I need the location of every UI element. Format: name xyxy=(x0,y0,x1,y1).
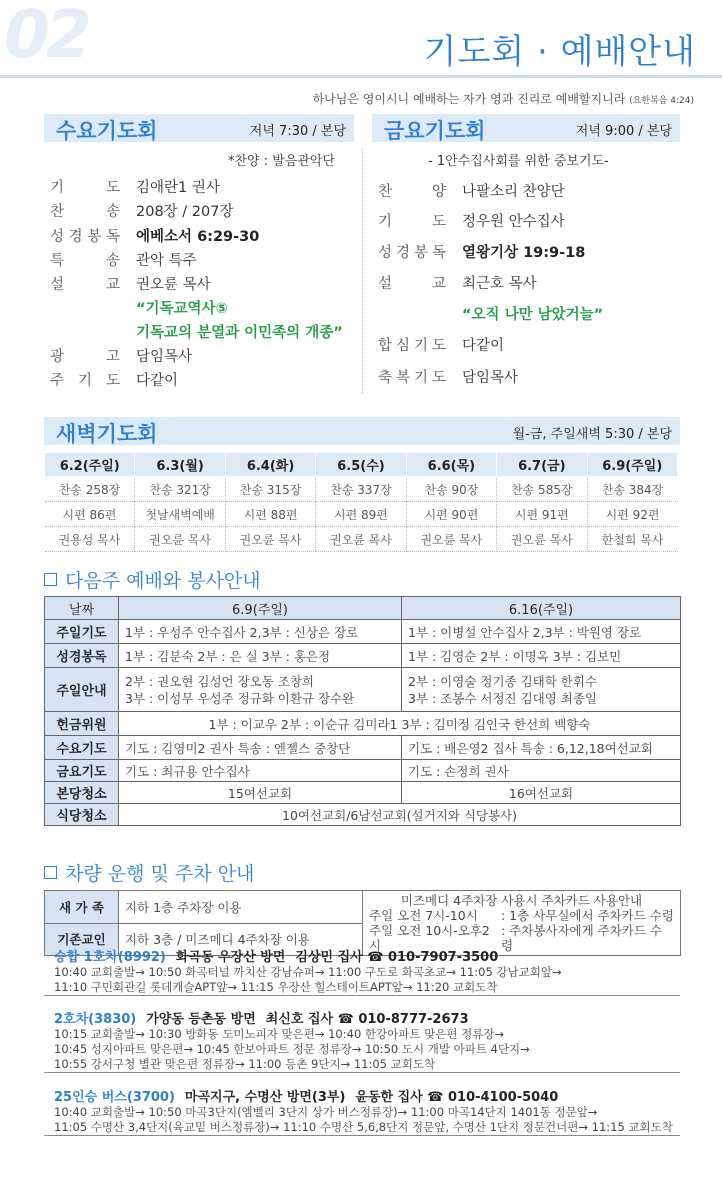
wednesday-item-label: 주 기 도 xyxy=(50,373,120,389)
service-row-value: 기도 : 손정희 권사 xyxy=(402,760,681,782)
dawn-hymn: 찬송 321장 xyxy=(135,477,225,502)
wednesday-item-value: 에베소서 6:29-30 xyxy=(136,229,260,245)
vehicle-route xyxy=(44,1008,680,1073)
service-row-label: 금요기도 xyxy=(45,760,119,782)
date-header-label: 날짜 xyxy=(45,597,119,620)
service-row-value: 1부 : 김분숙 2부 : 은 실 3부 : 홍은정 xyxy=(119,644,402,668)
parking-label-newcomer: 새 가 족 xyxy=(45,891,119,924)
wednesday-item-label: 광 고 xyxy=(50,349,120,365)
service-line: 3부 : 조봉수 서정진 김대영 최종일 xyxy=(408,690,598,706)
friday-item-label: 축 복 기 도 xyxy=(378,370,446,386)
friday-item-value: 나팔소리 찬양단 xyxy=(462,184,565,200)
friday-note: - 1안수집사회를 위한 중보기도- xyxy=(428,154,609,169)
dawn-day: 6.7(금) xyxy=(497,453,587,477)
dawn-schedule-table xyxy=(44,452,678,552)
vehicle-route xyxy=(44,946,680,996)
route-stops: 11:10 구민회관길 롯데캐슬APT앞→ 11:15 우장산 힐스테이트APT앞→ 11:20 교회도착 xyxy=(54,980,498,994)
route-stops: 10:40 교회출발→ 10:50 마곡3단지(엠벨리 3단지 상가 버스정류장)→ 11:00 마곡14단지 1401동 정문앞→ xyxy=(54,1105,598,1119)
vehicle-route xyxy=(44,1086,680,1136)
wednesday-item-value: 기독교의 분열과 이민족의 개종” xyxy=(136,325,343,341)
checkbox-icon xyxy=(44,573,57,586)
vehicle-section-title: 차량 운행 및 주차 안내 xyxy=(44,859,254,886)
friday-item-label: 성 경 봉 독 xyxy=(378,245,446,261)
friday-item-value: 최근호 목사 xyxy=(462,276,537,292)
service-row-label: 수요기도 xyxy=(45,736,119,760)
route-driver: 최신호 집사 ☎ 010-8777-2673 xyxy=(265,1012,469,1027)
dawn-day: 6.2(주일) xyxy=(45,453,135,477)
wednesday-title: 수요기도회 xyxy=(56,119,158,143)
service-row-value xyxy=(119,668,402,712)
service-row-value: 1부 : 이병설 안수집사 2,3부 : 박원영 장로 xyxy=(402,620,681,644)
friday-title: 금요기도회 xyxy=(384,119,486,143)
wednesday-item-label: 찬 송 xyxy=(50,204,120,220)
route-title xyxy=(54,946,680,965)
service-row-label: 주일기도 xyxy=(45,620,119,644)
dawn-preacher: 권오륜 목사 xyxy=(497,527,587,552)
mizmedi-time-2: 주일 오전 10시-오후2시 xyxy=(369,923,490,953)
service-row-label: 헌금위원 xyxy=(45,712,119,736)
friday-item-value: 다같이 xyxy=(462,338,505,354)
friday-item-value: 열왕기상 19:9-18 xyxy=(462,245,586,261)
service-row-label: 본당청소 xyxy=(45,782,119,804)
wednesday-note: *찬양 : 발음관악단 xyxy=(228,154,336,169)
service-row-label: 주일안내 xyxy=(45,668,119,712)
mizmedi-title: 미즈메디 4주차장 사용시 주차카드 사용안내 xyxy=(400,893,643,908)
dawn-header xyxy=(44,417,680,445)
wednesday-header xyxy=(44,114,354,142)
service-row-value: 1부 : 김영순 2부 : 이명옥 3부 : 김보민 xyxy=(402,644,681,668)
wednesday-item-value: 관악 특주 xyxy=(136,253,197,269)
dawn-day: 6.6(목) xyxy=(406,453,496,477)
route-stops: 10:45 성지아파트 맞은편→ 10:45 한보아파트 정문 정류장→ 10:50 도시 개발 아파트 4단지→ xyxy=(54,1042,530,1056)
dawn-psalm: 시편 91편 xyxy=(497,502,587,527)
service-row-value: 1부 : 우성주 안수집사 2,3부 : 신상은 장로 xyxy=(119,620,402,644)
service-table xyxy=(44,596,681,826)
route-vehicle: 2호차(3830) xyxy=(54,1012,137,1027)
service-section-title: 다음주 예배와 봉사안내 xyxy=(44,566,261,593)
dawn-preacher: 권오륜 목사 xyxy=(135,527,225,552)
service-line: 2부 : 이영술 정기종 김태학 한휘수 xyxy=(408,673,598,689)
wednesday-item-label: 성 경 봉 독 xyxy=(50,229,120,245)
page-number: 02 xyxy=(4,0,88,73)
divider xyxy=(0,75,722,78)
friday-item-value: “오직 나만 남았거늘” xyxy=(462,307,604,323)
dawn-psalm: 시편 89편 xyxy=(316,502,406,527)
service-row-label: 식당청소 xyxy=(45,804,119,826)
wednesday-item-value: 208장 / 207장 xyxy=(136,204,234,220)
dawn-day: 6.5(수) xyxy=(316,453,406,477)
wednesday-time: 저녁 7:30 / 본당 xyxy=(249,124,346,139)
service-row xyxy=(45,804,681,826)
service-row xyxy=(45,712,681,736)
dawn-preacher: 권오륜 목사 xyxy=(406,527,496,552)
service-row-value: 기도 : 배은영2 집사 특송 : 6,12,18여선교회 xyxy=(402,736,681,760)
service-row-value: 10여선교회/6남선교회(설거지와 식당봉사) xyxy=(119,804,681,826)
route-vehicle: 승합 1호차(8992) xyxy=(54,950,166,965)
wednesday-item-label: 특 송 xyxy=(50,253,120,269)
dawn-day: 6.9(주일) xyxy=(587,453,677,477)
route-driver: 김상민 집사 ☎ 010-7907-3500 xyxy=(295,950,499,965)
wednesday-item-value: “기독교역사⑤ xyxy=(136,301,228,317)
column-divider xyxy=(362,148,363,393)
service-row-value: 기도 : 김영미2 권사 특송 : 엔젤스 중창단 xyxy=(119,736,402,760)
mizmedi-info-2: : 주차봉사자에게 주차카드 수령 xyxy=(500,923,662,953)
friday-item-label: 찬 양 xyxy=(378,184,446,200)
service-row xyxy=(45,668,681,712)
date-header-1: 6.9(주일) xyxy=(119,597,402,620)
route-stops: 10:55 강서구청 별관 맞은편 정류장→ 11:00 등촌 9단지→ 11:05 교회도착 xyxy=(54,1057,436,1071)
route-title xyxy=(54,1008,680,1027)
dawn-day: 6.4(화) xyxy=(225,453,315,477)
dawn-psalm: 시편 86편 xyxy=(45,502,135,527)
page-title: 기도회 · 예배안내 xyxy=(423,32,696,72)
parking-label-member: 기존교인 xyxy=(45,923,119,956)
dawn-hymn: 찬송 384장 xyxy=(587,477,677,502)
service-row-value: 1부 : 이교우 2부 : 이순규 김미라1 3부 : 김미정 김인국 한선희 백향숙 xyxy=(119,712,681,736)
friday-item-label: 설 교 xyxy=(378,276,446,292)
service-row xyxy=(45,736,681,760)
dawn-title: 새벽기도회 xyxy=(56,422,158,446)
verse-reference: (요한복음 4:24) xyxy=(629,96,694,106)
route-area: 마곡지구, 수명산 방면(3부) xyxy=(184,1090,346,1105)
dawn-hymn: 찬송 90장 xyxy=(406,477,496,502)
dawn-hymn: 찬송 315장 xyxy=(225,477,315,502)
friday-item-value: 담임목사 xyxy=(462,370,519,386)
mizmedi-time-1: 주일 오전 7시-10시 xyxy=(369,908,478,923)
service-row-label: 성경봉독 xyxy=(45,644,119,668)
service-row xyxy=(45,644,681,668)
friday-item-value: 정우원 안수집사 xyxy=(462,214,565,230)
verse-text: 하나님은 영이시니 예배하는 자가 영과 진리로 예배할지니라 xyxy=(312,92,626,106)
dawn-hymn: 찬송 258장 xyxy=(45,477,135,502)
friday-item-label: 기 도 xyxy=(378,214,446,230)
service-row xyxy=(45,782,681,804)
wednesday-item-value: 김애란1 권사 xyxy=(136,180,220,196)
service-row-value: 16여선교회 xyxy=(402,782,681,804)
checkbox-icon xyxy=(44,866,57,879)
dawn-preacher: 한철희 목사 xyxy=(587,527,677,552)
wednesday-item-value: 담임목사 xyxy=(136,349,193,365)
service-line: 2부 : 권오현 김성언 장오동 조창희 xyxy=(125,673,315,689)
wednesday-item-value: 다같이 xyxy=(136,373,179,389)
service-line: 3부 : 이성무 우성주 정규화 이환규 장수완 xyxy=(125,690,355,706)
dawn-psalm: 시편 90편 xyxy=(406,502,496,527)
friday-item-label: 합 심 기 도 xyxy=(378,338,446,354)
friday-header xyxy=(372,114,680,142)
route-stops: 11:05 수명산 3,4단지(육교밑 버스정류장)→ 11:10 수명산 5,6,8단지 정문앞, 수명산 1단지 정문건너편→ 11:15 교회도착 xyxy=(54,1120,673,1134)
route-driver: 윤동한 집사 ☎ 010-4100-5040 xyxy=(355,1090,559,1105)
date-header-2: 6.16(주일) xyxy=(402,597,681,620)
dawn-preacher: 권오륜 목사 xyxy=(316,527,406,552)
route-stops: 10:15 교회출발→ 10:30 방화동 도미노피자 맞은편→ 10:40 한강아파트 맞은편 정류장→ xyxy=(54,1027,505,1041)
dawn-hymn: 찬송 585장 xyxy=(497,477,587,502)
dawn-day: 6.3(월) xyxy=(135,453,225,477)
route-stops: 10:40 교회출발→ 10:50 화곡터널 까치산 강남슈퍼→ 11:00 구도로 화곡초교→ 11:05 강남교회앞→ xyxy=(54,965,562,979)
dawn-preacher: 권오륜 목사 xyxy=(225,527,315,552)
dawn-hymn: 찬송 337장 xyxy=(316,477,406,502)
mizmedi-info-1: : 1층 사무실에서 주차카드 수령 xyxy=(501,908,674,923)
dawn-psalm: 첫날새벽예배 xyxy=(135,502,225,527)
route-area: 화곡동 우장산 방면 xyxy=(175,950,286,965)
wednesday-item-value: 권오륜 목사 xyxy=(136,277,211,293)
wednesday-item-label: 기 도 xyxy=(50,180,120,196)
service-row xyxy=(45,760,681,782)
service-row-value: 기도 : 최규용 안수집사 xyxy=(119,760,402,782)
dawn-time: 월-금, 주일새벽 5:30 / 본당 xyxy=(512,427,672,442)
wednesday-item-label: 설 교 xyxy=(50,277,120,293)
dawn-preacher: 권용성 목사 xyxy=(45,527,135,552)
service-row-value xyxy=(402,668,681,712)
route-title xyxy=(54,1086,680,1105)
dawn-psalm: 시편 92편 xyxy=(587,502,677,527)
dawn-psalm: 시편 88편 xyxy=(225,502,315,527)
route-vehicle: 25인승 버스(3700) xyxy=(54,1090,175,1105)
parking-value-newcomer: 지하 1층 주차장 이용 xyxy=(119,891,363,924)
service-row xyxy=(45,620,681,644)
parking-value-member: 지하 3층 / 미즈메디 4주차장 이용 xyxy=(119,923,363,956)
route-area: 가양동 등촌동 방면 xyxy=(146,1012,256,1027)
service-row-value: 15여선교회 xyxy=(119,782,402,804)
scripture-verse xyxy=(313,90,694,107)
friday-time: 저녁 9:00 / 본당 xyxy=(575,124,672,139)
